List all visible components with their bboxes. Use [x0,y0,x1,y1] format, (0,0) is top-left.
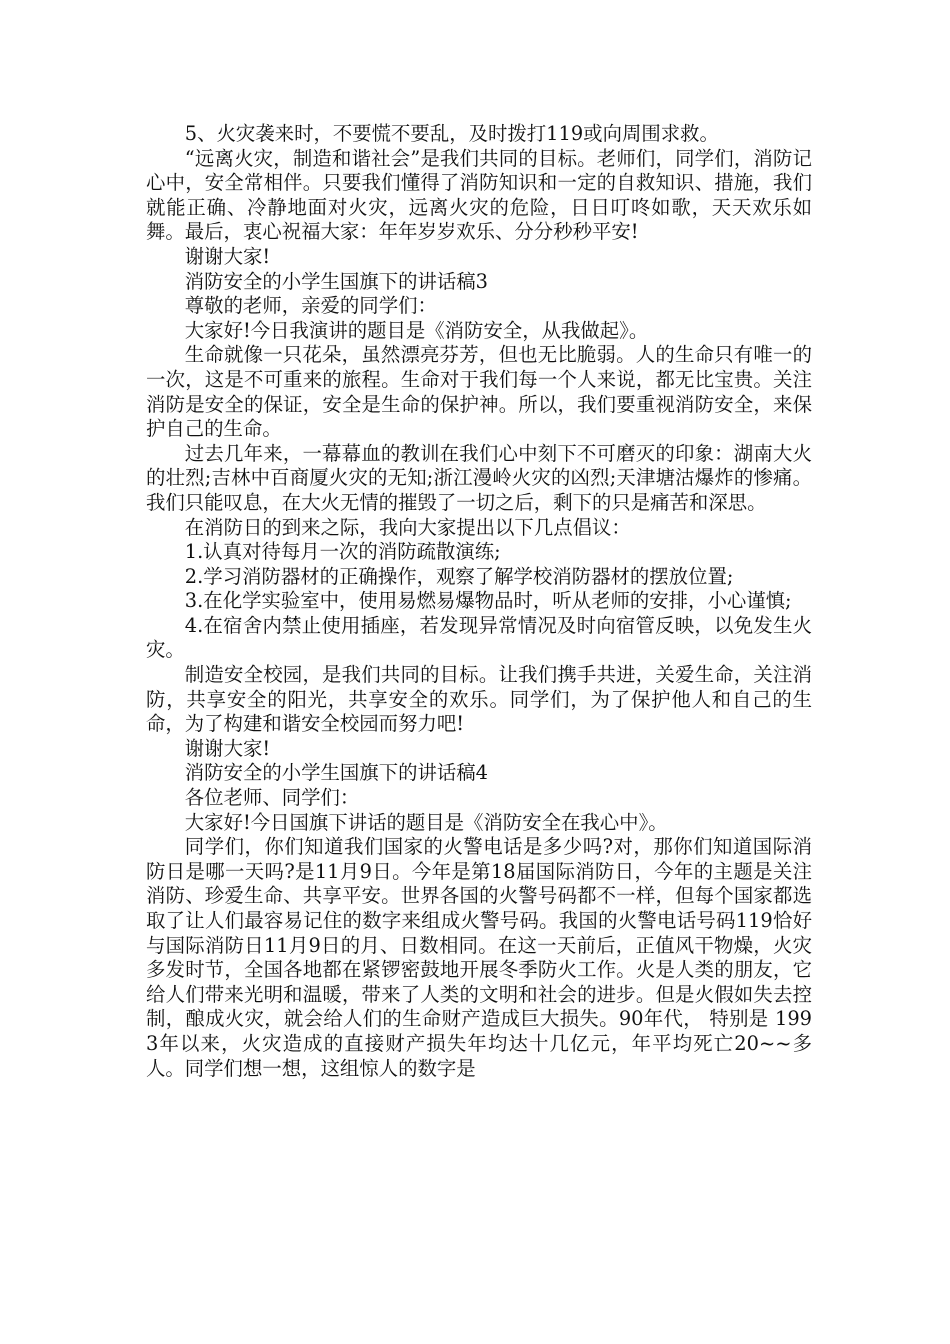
proposal-item-3: 3.在化学实验室中，使用易燃易爆物品时，听从老师的安排，小心谨慎; [184,589,792,613]
document-page [146,122,812,1081]
paragraph-thanks: 谢谢大家! [184,244,271,268]
speech-title-4: 消防安全的小学生国旗下的讲话稿4 [184,761,488,785]
paragraph-safe-campus: 制造安全校园，是我们共同的目标。让我们携手共进，关爱生命，关注消防，共享安全的阳光，共享安全的欢乐。同学们，为了保护他人和自己的生命，为了构建和谐安全校园而努力吧! [146,663,812,736]
paragraph-closing-remarks: “远离火灾，制造和谐社会”是我们共同的目标。老师们，同学们，消防记心中，安全常相伴。只要我们懂得了消防知识和一定的自救知识、措施，我们就能正确、冷静地面对火灾，远离火灾的危险，日日叮咚如歌，天天欢乐如舞。最后，衷心祝福大家：年年岁岁欢乐、分分秒秒平安! [146,146,812,244]
paragraph-life-fragile: 生命就像一只花朵，虽然漂亮芬芳，但也无比脆弱。人的生命只有唯一的一次，这是不可重来的旅程。生命对于我们每一个人来说，都无比宝贵。关注消防是安全的保证，安全是生命的保护神。所以，我们要重视消防安全，来保护自己的生命。 [146,343,812,441]
paragraph-lessons: 过去几年来，一幕幕血的教训在我们心中刻下不可磨灭的印象：湖南大火的壮烈;吉林中百商厦火灾的无知;浙江漫岭火灾的凶烈;天津塘沽爆炸的惨痛。我们只能叹息，在大火无情的摧毁了一切之后，剩下的只是痛苦和深思。 [146,441,812,514]
proposal-item-1: 1.认真对待每月一次的消防疏散演练; [184,540,501,564]
proposal-item-4: 4.在宿舍内禁止使用插座，若发现异常情况及时向宿管反映，以免发生火灾。 [146,613,812,662]
speech-topic-4: 大家好!今日国旗下讲话的题目是《消防安全在我心中》。 [184,810,668,834]
speech-topic-3: 大家好!今日我演讲的题目是《消防安全，从我做起》。 [184,318,649,342]
paragraph-safety-tip-5: 5、火灾袭来时，不要慌不要乱，及时拨打119或向周围求救。 [184,122,719,145]
speech-greeting-4: 各位老师、同学们： [184,786,360,810]
proposal-item-2: 2.学习消防器材的正确操作，观察了解学校消防器材的摆放位置; [184,564,734,588]
speech-title-3: 消防安全的小学生国旗下的讲话稿3 [184,269,488,293]
speech-greeting-3: 尊敬的老师，亲爱的同学们： [184,294,437,318]
paragraph-thanks: 谢谢大家! [184,736,271,760]
paragraph-fire-day: 同学们，你们知道我们国家的火警电话是多少吗?对，那你们知道国际消防日是哪一天吗?是11月9日。今年是第18届国际消防日，今年的主题是关注消防、珍爱生命、共享平安。世界各国的火警号码都不一样，但每个国家都选取了让人们最容易记住的数字来组成火警号码。我国的火警电话号码119恰好与国际消防日11月9日的月、日数相同。在这一天前后，正值风干物燥，火灾多发时节，全国各地都在紧锣密鼓地开展冬季防火工作。火是人类的朋友，它给人们带来光明和温暖，带来了人类的文明和社会的进步。但是火假如失去控制，酿成火灾，就会给人们的生命财产造成巨大损失。90年代， 特别是 1993年以来，火灾造成的直接财产损失年均达十几亿元，年平均死亡20~~多人。同学们想一想，这组惊人的数字是 [146,835,812,1080]
paragraph-proposals-intro: 在消防日的到来之际，我向大家提出以下几点倡议： [184,515,631,539]
